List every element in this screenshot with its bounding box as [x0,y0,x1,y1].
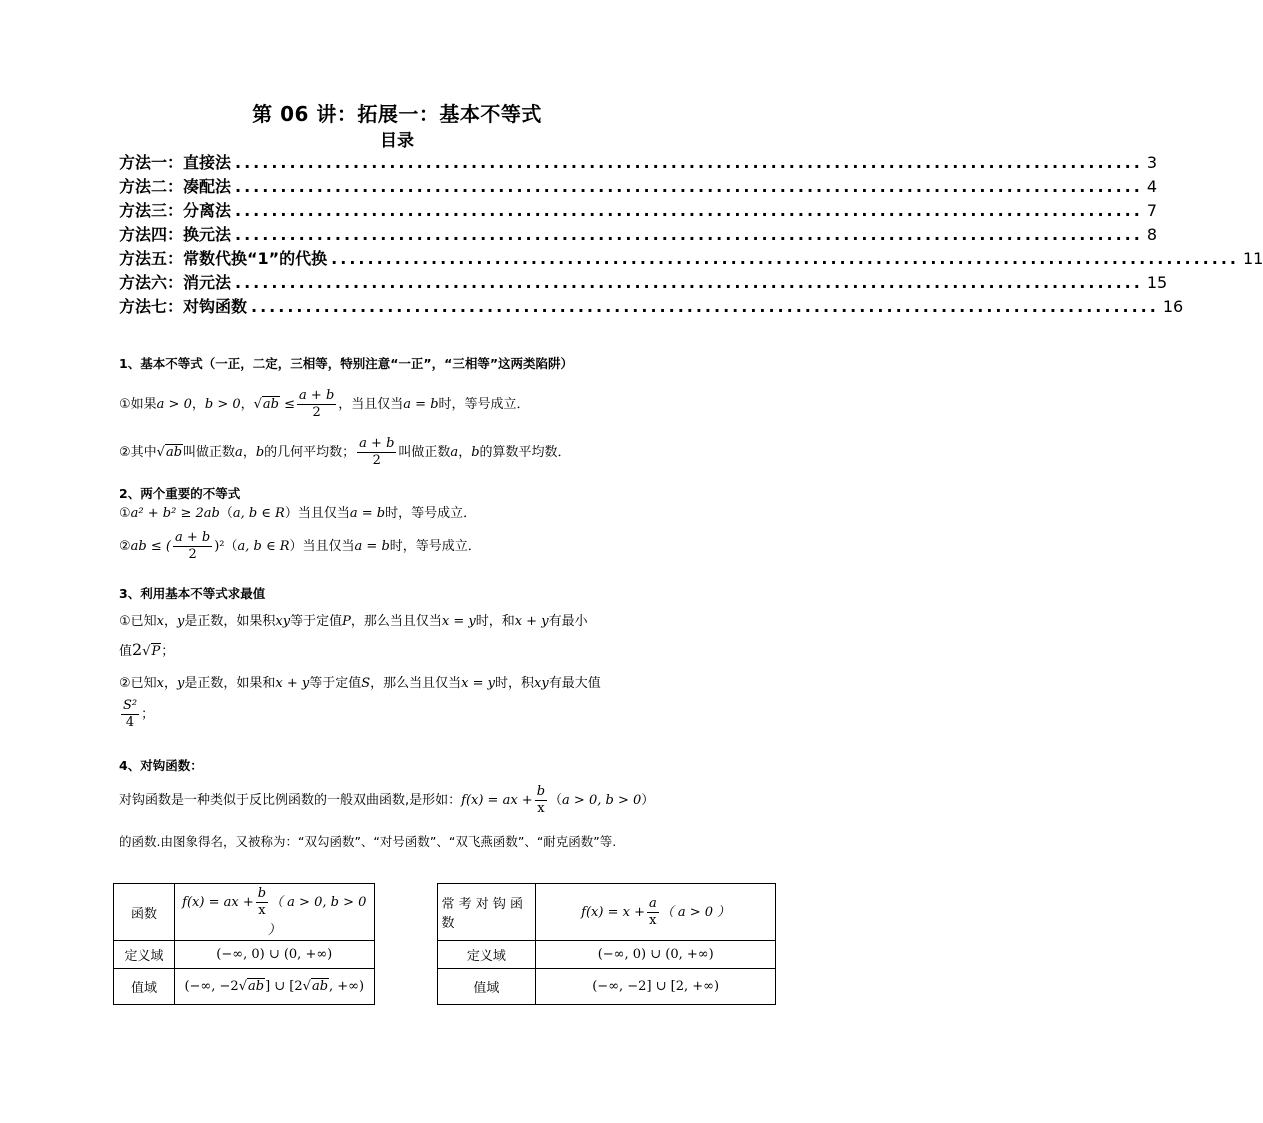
text: 时，等号成立． [385,506,477,521]
math: )² [214,539,225,554]
toc-entry-label: 方法二：凑配法 [119,177,232,196]
math: b [255,445,265,460]
section-2-line-1 [119,502,476,521]
table-cell: 定义域 [437,941,536,969]
text: 等于定值 [309,676,362,691]
radicand: ab [311,979,329,994]
text: ， [240,397,254,412]
section-2-line-2 [119,530,481,563]
text: ，那么当且仅当 [350,614,442,629]
numerator: S² [123,698,138,713]
text: ，当且仅当 [338,397,404,412]
text: 有最大值 [548,676,601,691]
text: （ [549,793,563,808]
fraction [173,530,212,563]
text: ； [161,644,175,659]
sqrt: √ab [238,979,265,994]
toc-entry-label: 方法一：直接法 [119,153,232,172]
numerator: a + b [174,530,211,545]
text: （ [219,506,233,521]
text: ； [141,707,155,722]
text: ）当且仅当 [284,506,350,521]
denominator: x [537,801,545,816]
text: ） [641,793,655,808]
toc-entry-label: 方法四：换元法 [119,225,232,244]
sqrt: √P [142,644,161,659]
text: 时，等号成立． [438,397,530,412]
toc-leader-dots: .................................................................................................... [235,153,1143,172]
table-cell: 值域 [114,969,175,1005]
toc-leader-dots: .................................................................................................... [235,201,1143,220]
fraction [121,698,139,731]
toc-entry[interactable] [119,294,1184,318]
toc-leader-dots: .................................................................................................... [235,177,1143,196]
section-2-heading: 2、两个重要的不等式 [119,486,241,501]
numerator: a [648,895,657,911]
denominator: x [649,912,657,928]
text: ）当且仅当 [289,539,355,554]
table-row [114,941,776,969]
math: （ a > 0, b > 0 ） [267,895,367,938]
sqrt: √ab [156,445,183,460]
math: a² + b² ≥ 2ab [130,506,220,521]
toc-entry-label: 方法七：对钩函数 [119,297,248,316]
toc-entry-label: 方法六：消元法 [119,273,232,292]
fraction [647,896,659,929]
math: b > 0 [204,397,241,412]
math: ] ∪ [2 [265,979,303,994]
text: 是正数，如果和 [184,676,276,691]
section-3-line-3 [119,672,601,691]
table-gap [374,884,437,1005]
text: ，那么当且仅当 [370,676,462,691]
toc-entry-label: 方法三：分离法 [119,201,232,220]
math: , +∞) [329,979,365,994]
toc-entry[interactable] [119,150,1158,174]
math: xy [534,676,549,691]
section-1-heading: 1、基本不等式（一正，二定，三相等，特别注意“一正”，“三相等”这两类陷阱） [119,356,574,371]
text: ①已知 [119,614,157,629]
math: a > 0, b > 0 [562,793,642,808]
table-cell [536,884,776,941]
toc-title: 目录 [380,131,414,151]
toc-entry-page: 3 [1146,153,1158,172]
text: ① [119,506,131,521]
toc-entry-page: 16 [1162,297,1184,316]
table-row [114,969,776,1005]
math: S [361,676,371,691]
fraction [256,886,268,919]
table-cell: 定义域 [114,941,175,969]
math: b [471,445,480,460]
math: 2 [132,640,143,659]
radicand: ab [165,445,183,460]
section-4-line-2: 的函数.由图象得名，又被称为：“双勾函数”、“对号函数”、“双飞燕函数”、“耐克函数”等. [119,834,617,849]
text: 对钩函数是一种类似于反比例函数的一般双曲函数,是形如： [119,793,462,808]
table-cell: (−∞, −2] ∪ [2, +∞) [536,969,776,1005]
math: y [177,676,185,691]
hook-function-table [113,883,776,1005]
numerator: a + b [299,388,335,403]
table-cell [174,969,374,1005]
math: x = y [441,614,476,629]
text: ， [164,676,178,691]
math: x + y [275,676,310,691]
text: 时，积 [495,676,535,691]
section-3-line-2 [119,640,174,659]
sqrt: √ab [302,979,329,994]
toc-entry-page: 11 [1242,249,1263,268]
numerator: a + b [359,436,395,451]
toc-entry[interactable] [119,270,1168,294]
table-cell: 函数 [114,884,175,941]
section-4-heading: 4、对钩函数： [119,758,203,773]
math: P [342,614,351,629]
text: ， [242,445,256,460]
math: x = y [461,676,496,691]
table-cell: (−∞, 0) ∪ (0, +∞) [536,941,776,969]
math: x [156,614,164,629]
text: 等于定值 [290,614,343,629]
fraction [535,784,547,817]
denominator: 2 [372,453,381,468]
text: （ [224,539,238,554]
page-title: 第 06 讲：拓展一：基本不等式 [252,102,542,126]
math: a = b [403,397,439,412]
radicand: P [151,644,161,659]
text: 有最小 [548,614,588,629]
toc-leader-dots: .................................................................................................... [235,273,1143,292]
sqrt: √ab [253,397,279,412]
fraction [357,436,396,469]
math: a = b [354,539,390,554]
toc-entry-page: 8 [1146,225,1158,244]
text: 是正数，如果积 [184,614,276,629]
toc-entry[interactable] [119,222,1158,246]
table-cell: 常 考 对 钩 函 数 [437,884,536,941]
section-1-line-1 [119,388,530,421]
math: x [156,676,164,691]
section-1-line-2 [119,436,571,469]
denominator: x [258,903,266,918]
toc-leader-dots: .................................................................................................... [251,297,1159,316]
math: xy [275,614,291,629]
section-3-line-4 [119,698,154,731]
math: y [177,614,185,629]
numerator: b [257,886,267,901]
math: a [235,445,243,460]
toc-entry-page: 7 [1146,201,1158,220]
denominator: 2 [312,405,321,420]
text: 叫做正数 [183,445,236,460]
math: a, b ∈ R [232,506,285,521]
toc-leader-dots: .................................................................................................... [331,249,1239,268]
table-cell: 值域 [437,969,536,1005]
text: ， [191,397,205,412]
table-of-contents [119,150,1263,318]
math: ≤ [284,397,296,412]
toc-entry[interactable] [119,174,1158,198]
math: a > 0 [156,397,192,412]
toc-leader-dots: .................................................................................................... [235,225,1143,244]
toc-entry-page: 4 [1146,177,1158,196]
math: ab ≤ ( [130,539,171,554]
text: 值 [119,644,133,659]
table-row [114,884,776,941]
section-4-line-1 [119,784,654,817]
denominator: 2 [188,547,197,562]
text: ②其中 [119,445,157,460]
toc-entry-page: 15 [1146,273,1168,292]
radicand: ab [262,397,279,412]
text: ， [164,614,178,629]
math: f(x) = x + [581,904,645,920]
toc-entry[interactable] [119,198,1158,222]
math: a [450,445,459,460]
table-cell: (−∞, 0) ∪ (0, +∞) [174,941,374,969]
text: ①如果 [119,397,157,412]
radicand: ab [247,979,265,994]
math: f(x) = ax + [461,793,533,808]
math: x + y [514,614,549,629]
text: 的算数平均数． [479,445,571,460]
numerator: b [536,784,546,799]
math: f(x) = ax + [182,895,254,910]
toc-entry-label: 方法五：常数代换“1”的代换 [119,249,328,268]
fraction [297,388,336,421]
math: （ a > 0 ） [660,904,731,920]
text: 的几何平均数； [264,445,356,460]
math: (−∞, −2 [184,979,239,994]
text: 时，和 [475,614,515,629]
text: 时，等号成立． [389,539,481,554]
table-cell [174,884,374,941]
text: ②已知 [119,676,157,691]
section-3-heading: 3、利用基本不等式求最值 [119,586,266,601]
text: 叫做正数 [398,445,451,460]
section-3-line-1 [119,610,588,629]
text: ② [119,539,131,554]
math: a = b [349,506,386,521]
text: ， [458,445,472,460]
denominator: 4 [125,715,135,730]
toc-entry[interactable] [119,246,1263,270]
math: a, b ∈ R [237,539,290,554]
